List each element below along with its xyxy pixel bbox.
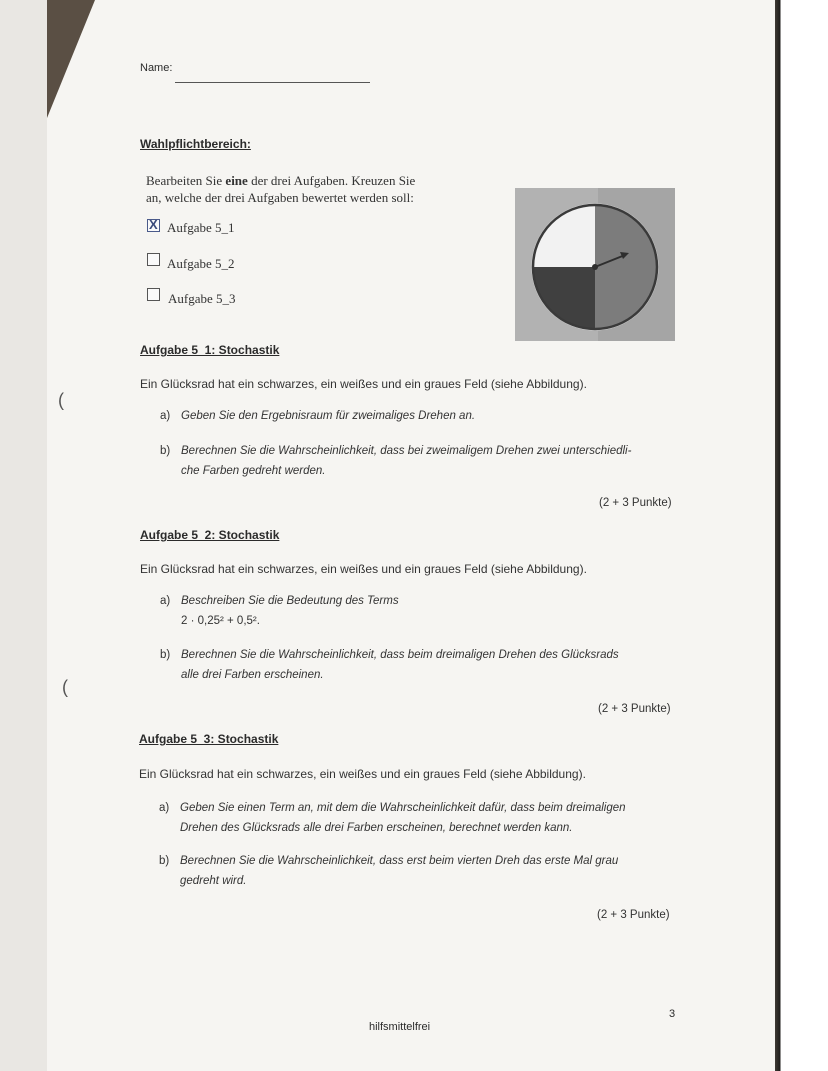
item-label: b): [160, 445, 171, 457]
task-intro: Ein Glücksrad hat ein schwarzes, ein weißes und ein graues Feld (siehe Abbildung).: [140, 377, 587, 391]
points-label: (2 + 3 Punkte): [599, 497, 672, 509]
task-intro: Ein Glücksrad hat ein schwarzes, ein weißes und ein graues Feld (siehe Abbildung).: [140, 562, 587, 576]
task-heading-5-3: Aufgabe 5_3: Stochastik: [139, 732, 279, 746]
task-item-a: [160, 591, 680, 633]
item-label: b): [159, 855, 170, 867]
item-text: Berechnen Sie die Wahrscheinlichkeit, dass beim dreimaligen Drehen des Glücksrads: [181, 649, 619, 661]
item-text: che Farben gedreht werden.: [181, 465, 326, 477]
task-item-b: [160, 645, 680, 687]
item-text: Geben Sie den Ergebnisraum für zweimaliges Drehen an.: [181, 410, 476, 422]
instruction-line-2: an, welche der drei Aufgaben bewertet werden soll:: [146, 190, 414, 205]
checkbox-aufgabe-5-2[interactable]: [147, 253, 160, 266]
item-text: gedreht wird.: [180, 875, 247, 887]
instruction-text: Bearbeiten Sie: [146, 173, 226, 188]
checkbox-aufgabe-5-3[interactable]: [147, 288, 160, 301]
spinner-figure: [515, 188, 675, 341]
item-text: Beschreiben Sie die Bedeutung des Terms: [181, 595, 399, 607]
item-text: Geben Sie einen Term an, mit dem die Wahrscheinlichkeit dafür, dass beim dreimaligen: [180, 802, 626, 814]
points-label: (2 + 3 Punkte): [598, 703, 671, 715]
task-item-a: [159, 798, 681, 840]
footer-note: hilfsmittelfrei: [369, 1021, 431, 1033]
item-text: Drehen des Glücksrads alle drei Farben erscheinen, berechnet werden kann.: [180, 822, 573, 834]
task-heading-5-1: Aufgabe 5_1: Stochastik: [140, 343, 280, 357]
option-label: Aufgabe 5_1: [167, 220, 235, 235]
item-label: b): [160, 649, 171, 661]
instruction-text: der drei Aufgaben. Kreuzen Sie: [247, 173, 416, 188]
task-heading-5-2: Aufgabe 5_2: Stochastik: [140, 528, 280, 542]
page-number: 3: [669, 1008, 676, 1020]
task-item-b: [160, 441, 680, 483]
item-label: a): [160, 410, 171, 422]
option-label: Aufgabe 5_2: [167, 256, 235, 271]
points-label: (2 + 3 Punkte): [597, 909, 670, 921]
item-text: alle drei Farben erscheinen.: [181, 669, 324, 681]
item-text: Berechnen Sie die Wahrscheinlichkeit, dass erst beim vierten Dreh das erste Mal grau: [180, 855, 619, 867]
page-edge: [775, 0, 828, 1071]
item-text: Berechnen Sie die Wahrscheinlichkeit, dass bei zweimaligem Drehen zwei unterschiedli-: [181, 445, 632, 457]
option-label: Aufgabe 5_3: [168, 291, 236, 306]
checkbox-aufgabe-5-1[interactable]: [147, 219, 160, 232]
task-item-a: [160, 406, 680, 428]
item-label: a): [160, 595, 171, 607]
margin-mark: (: [58, 390, 64, 410]
folded-corner: [47, 0, 95, 118]
name-field: [175, 82, 370, 83]
instruction-line-1: [146, 173, 415, 189]
spinner-wheel-icon: [515, 188, 675, 341]
name-label: Name:: [140, 62, 173, 74]
section-heading: Wahlpflichtbereich:: [140, 137, 251, 151]
task-item-b: [159, 851, 681, 893]
math-term: 2 · 0,25² + 0,5².: [181, 615, 260, 627]
checkmark-x: X: [149, 217, 158, 232]
instruction-emphasis: eine: [225, 173, 248, 188]
task-intro: Ein Glücksrad hat ein schwarzes, ein weißes und ein graues Feld (siehe Abbildung).: [139, 767, 586, 781]
item-label: a): [159, 802, 170, 814]
margin-mark: (: [62, 677, 68, 697]
